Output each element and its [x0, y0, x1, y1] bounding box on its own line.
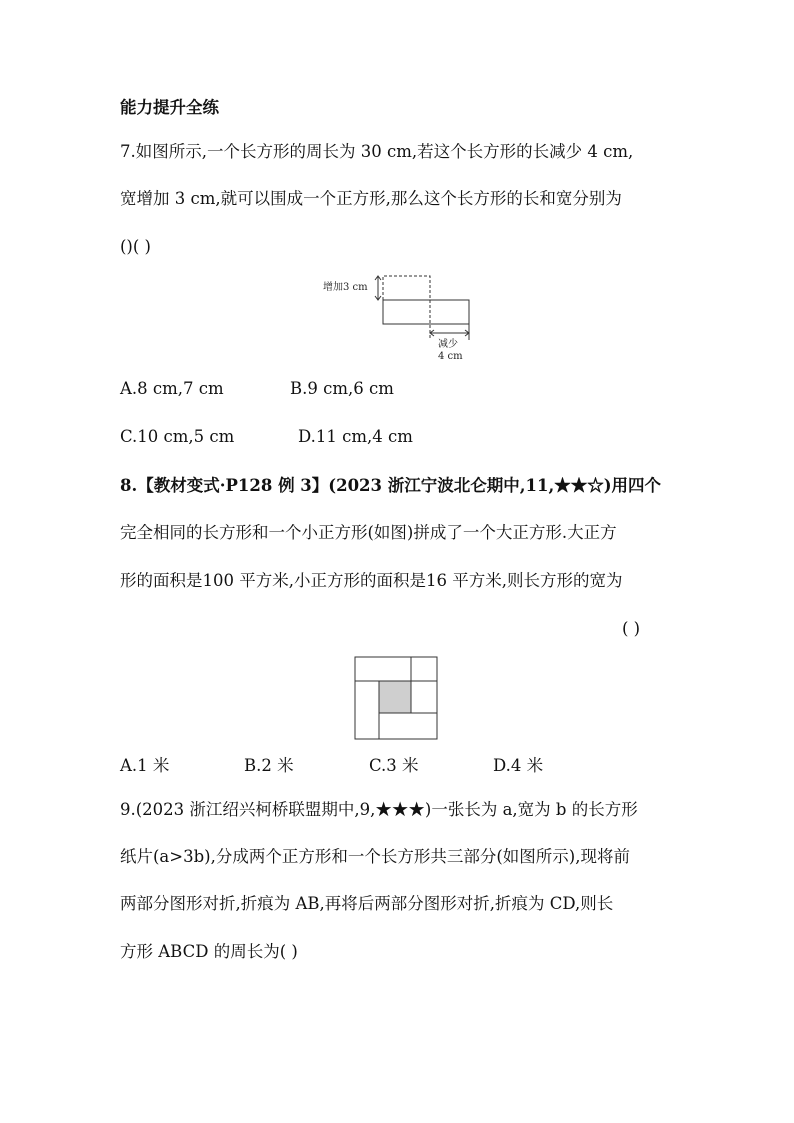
q9-text-line-1: 9.(2023 浙江绍兴柯桥联盟期中,9,★★★)一张长为 a,宽为 b 的长方形 [120, 800, 638, 819]
q9-text-line-3: 两部分图形对折,折痕为 AB,再将后两部分图形对折,折痕为 CD,则长 [120, 894, 614, 913]
q7-option-a[interactable]: A.8 cm,7 cm [120, 379, 224, 398]
q7-decrease-value: 4 cm [438, 351, 463, 362]
section-title: 能力提升全练 [120, 98, 219, 117]
q7-option-d[interactable]: D.11 cm,4 cm [298, 427, 413, 446]
q8-line-1: 8.【教材变式·P128 例 3】(2023 浙江宁波北仑期中,11,★★☆)用四个 [120, 476, 662, 495]
q7-figure [318, 270, 478, 365]
q8-text-line-1 [120, 475, 661, 497]
q8-option-c[interactable]: C.3 米 [369, 756, 419, 775]
q9-text-line-2: 纸片(a>3b),分成两个正方形和一个长方形共三部分(如图所示),现将前 [120, 847, 630, 866]
q8-figure [354, 656, 440, 742]
q7-rectangle [383, 300, 469, 324]
q7-text-line-1: 7.如图所示,一个长方形的周长为 30 cm,若这个长方形的长减少 4 cm, [120, 142, 634, 161]
q8-option-d[interactable]: D.4 米 [493, 756, 544, 775]
q8-small-square [379, 681, 411, 713]
q7-option-b[interactable]: B.9 cm,6 cm [290, 379, 394, 398]
q8-answer-blank: ( ) [622, 619, 641, 638]
q7-decrease-label: 减少 [438, 339, 458, 350]
q8-text-line-2: 完全相同的长方形和一个小正方形(如图)拼成了一个大正方形.大正方 [120, 523, 617, 542]
q8-option-a[interactable]: A.1 米 [120, 756, 170, 775]
q7-text-line-3: ()( ) [120, 237, 151, 256]
q9-text-line-4: 方形 ABCD 的周长为( ) [120, 942, 298, 961]
q7-text-line-2: 宽增加 3 cm,就可以围成一个正方形,那么这个长方形的长和宽分别为 [120, 189, 622, 208]
q8-option-b[interactable]: B.2 米 [244, 756, 294, 775]
q7-increase-label: 增加3 cm [323, 282, 368, 293]
q8-text-line-3: 形的面积是100 平方米,小正方形的面积是16 平方米,则长方形的宽为 [120, 571, 623, 590]
q7-option-c[interactable]: C.10 cm,5 cm [120, 427, 235, 446]
q7-dashed-square [383, 276, 430, 300]
